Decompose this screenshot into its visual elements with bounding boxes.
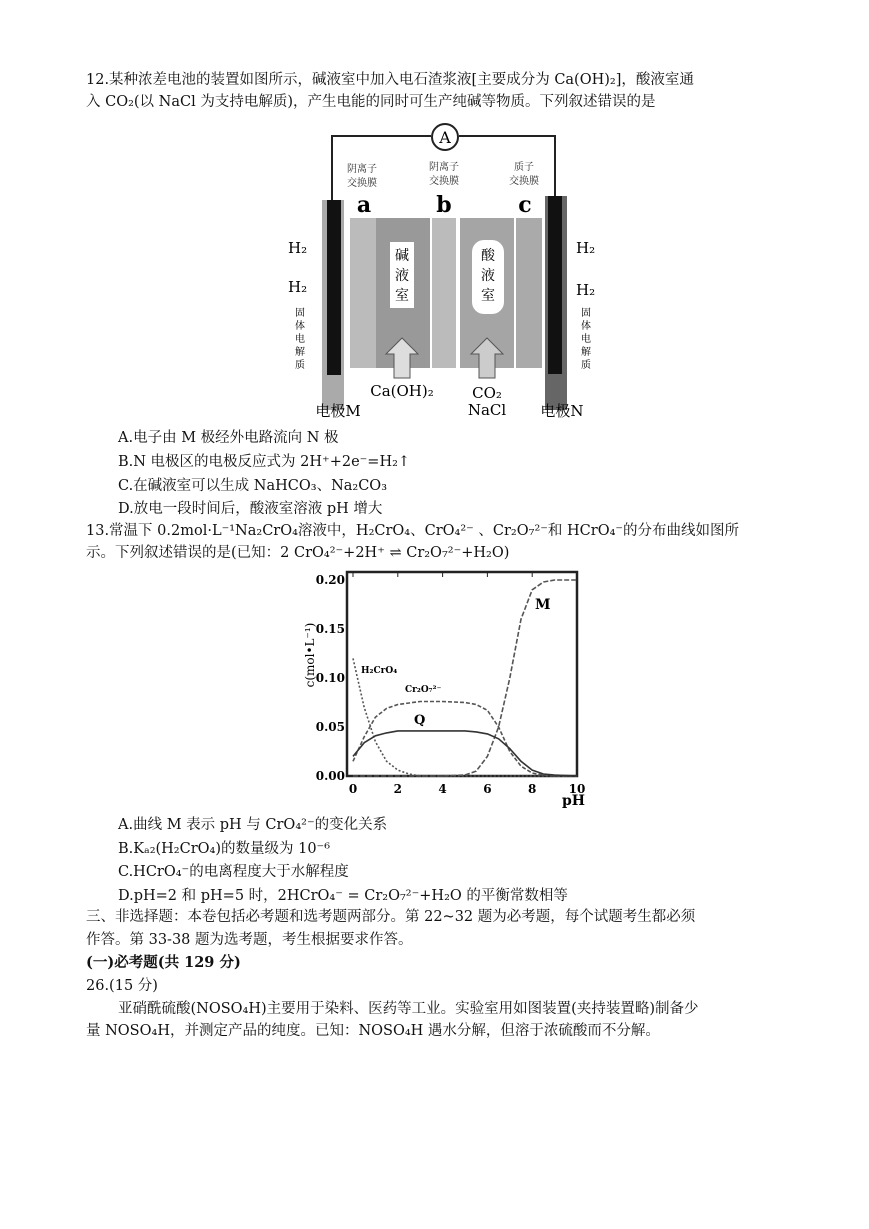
ammeter-label: A [439, 128, 451, 147]
solid-electrolyte-label: 固 [295, 308, 305, 319]
y-tick-label: 0.05 [315, 720, 345, 734]
q12-stem-line1: 12.某种浓差电池的装置如图所示，碱液室中加入电石渣浆液[主要成分为 Ca(OH)₂]，酸液室通 [86, 72, 694, 88]
h2-label: H₂ [288, 239, 308, 257]
distribution-chart [300, 565, 600, 815]
solid-electrolyte-label: 解 [581, 347, 591, 358]
solid-electrolyte-label: 解 [295, 347, 305, 358]
x-tick-label: 4 [438, 782, 447, 796]
series-label-h2cro4: H₂CrO₄ [361, 666, 398, 676]
input-nacl-label: NaCl [467, 401, 507, 419]
x-tick-label: 10 [568, 782, 586, 796]
electrode-n [548, 196, 562, 374]
series-line-1 [353, 658, 577, 776]
input-co2-label: CO₂ [472, 384, 502, 402]
membrane-a [350, 218, 378, 368]
series-line-2 [353, 702, 577, 777]
solid-electrolyte-label: 电 [581, 334, 591, 345]
solid-electrolyte-label: 质 [581, 360, 591, 371]
membrane-c-l2: 交换膜 [509, 176, 539, 187]
solid-electrolyte-label: 电 [295, 334, 305, 345]
membrane-c [516, 218, 542, 368]
q26-line2: 量 NOSO₄H，并测定产品的纯度。已知：NOSO₄H 遇水分解，但溶于浓硫酸而不分解。 [86, 1023, 660, 1039]
q12-stem-line2: 入 CO₂(以 NaCl 为支持电解质)，产生电能的同时可生产纯碱等物质。下列叙述错误的是 [86, 94, 656, 110]
x-tick-label: 8 [528, 782, 537, 796]
x-tick-label: 6 [483, 782, 492, 796]
membrane-letter-b: b [436, 192, 452, 218]
series-line-3 [353, 731, 577, 776]
q13-option-a: A.曲线 M 表示 pH 与 CrO₄²⁻的变化关系 [118, 817, 388, 833]
q12-option-a: A.电子由 M 极经外电路流向 N 极 [118, 430, 339, 446]
q13-stem-line1: 13.常温下 0.2mol·L⁻¹Na₂CrO₄溶液中，H₂CrO₄、CrO₄²⁻ 、Cr₂O₇²⁻和 HCrO₄⁻的分布曲线如图所 [86, 523, 740, 539]
membrane-b-l1: 阴离子 [429, 162, 459, 173]
solid-electrolyte-label: 固 [581, 308, 591, 319]
h2-label: H₂ [288, 278, 308, 296]
acid-room-label: 液 [481, 268, 495, 284]
electrode-m-label: 电极M [315, 402, 361, 420]
x-tick-label: 2 [393, 782, 402, 796]
y-tick-label: 0.00 [315, 769, 345, 783]
y-tick-label: 0.20 [315, 573, 345, 587]
alkali-room-label: 室 [395, 288, 409, 304]
q13-option-c: C.HCrO₄⁻的电离程度大于水解程度 [118, 864, 349, 880]
electrode-n-label: 电极N [540, 402, 584, 420]
membrane-letter-c: c [518, 192, 532, 218]
q13-option-d: D.pH=2 和 pH=5 时，2HCrO₄⁻ = Cr₂O₇²⁻+H₂O 的平衡常数相等 [118, 888, 568, 904]
series-label-m: M [535, 597, 551, 613]
electrode-m [327, 200, 341, 375]
membrane-a-l1: 阴离子 [347, 164, 377, 175]
membrane-a-l2: 交换膜 [347, 178, 377, 189]
solid-electrolyte-label: 质 [295, 360, 305, 371]
series-label-cr2o7: Cr₂O₇²⁻ [405, 685, 442, 695]
acid-room-label: 室 [481, 288, 495, 304]
y-tick-label: 0.15 [315, 622, 345, 636]
alkali-room-label: 液 [395, 268, 409, 284]
required-heading: (一)必考题(共 129 分) [86, 954, 241, 971]
y-tick-label: 0.10 [315, 671, 345, 685]
q13-stem-line2: 示。下列叙述错误的是(已知：2 CrO₄²⁻+2H⁺ ⇌ Cr₂O₇²⁻+H₂O) [86, 545, 510, 561]
q12-option-b: B.N 电极区的电极反应式为 2H⁺+2e⁻=H₂↑ [118, 454, 411, 470]
series-label-q: Q [414, 713, 426, 728]
input-caoh2-label: Ca(OH)₂ [370, 382, 434, 400]
h2-label: H₂ [576, 239, 596, 257]
q26-header: 26.(15 分) [86, 978, 158, 994]
membrane-b [432, 218, 456, 368]
q12-option-c: C.在碱液室可以生成 NaHCO₃、Na₂CO₃ [118, 478, 388, 494]
section3-line1: 三、非选择题：本卷包括必考题和选考题两部分。第 22~32 题为必考题，每个试题考生都必须 [86, 909, 696, 925]
solid-electrolyte-label: 体 [581, 321, 591, 332]
membrane-letter-a: a [356, 192, 372, 218]
q13-option-b: B.Kₐ₂(H₂CrO₄)的数量级为 10⁻⁶ [118, 841, 331, 857]
alkali-room-label: 碱 [395, 248, 409, 264]
acid-room-label: 酸 [481, 248, 495, 264]
q12-option-d: D.放电一段时间后，酸液室溶液 pH 增大 [118, 501, 383, 517]
h2-label: H₂ [576, 281, 596, 299]
y-axis-label: c(mol•L⁻¹) [303, 622, 317, 688]
battery-diagram [280, 120, 610, 420]
x-axis-label: pH [562, 793, 586, 809]
membrane-b-l2: 交换膜 [429, 176, 459, 187]
x-tick-label: 0 [348, 782, 358, 796]
q26-line1: 亚硝酰硫酸(NOSO₄H)主要用于染料、医药等工业。实验室用如图装置(夹持装置略)制备少 [118, 1001, 699, 1017]
membrane-c-l1: 质子 [514, 162, 534, 173]
section3-line2: 作答。第 33-38 题为选考题，考生根据要求作答。 [86, 932, 413, 948]
solid-electrolyte-label: 体 [295, 321, 305, 332]
